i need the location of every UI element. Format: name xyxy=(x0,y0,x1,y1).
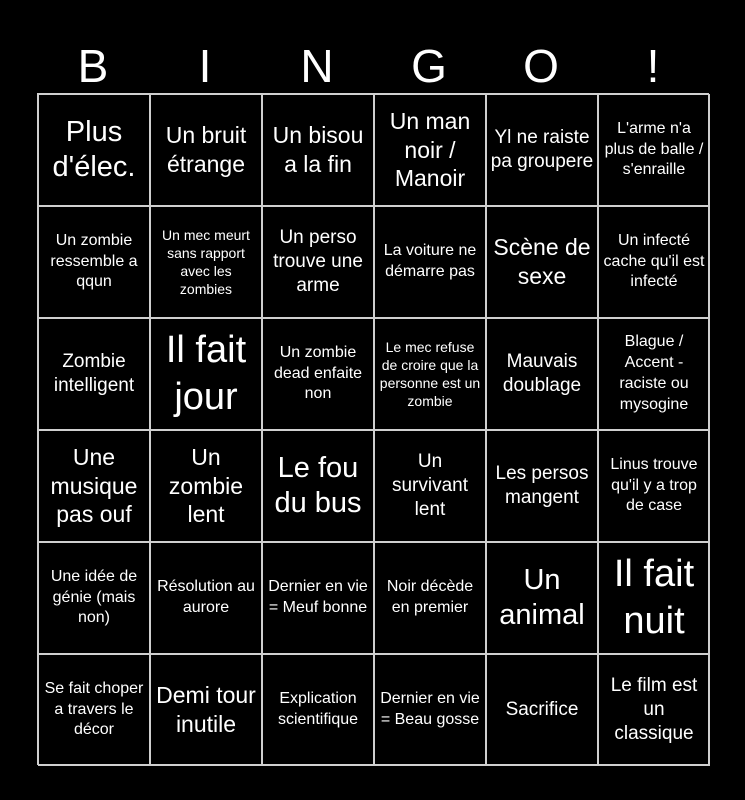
bingo-cell-r2c5[interactable] xyxy=(486,206,598,318)
bingo-cell-text: Le film est un classique xyxy=(610,675,698,744)
bingo-cell-text: La voiture ne démarre pas xyxy=(383,242,477,280)
bingo-cell-text: L'arme n'a plus de balle / s'enraille xyxy=(604,119,704,179)
bingo-cell-r1c3[interactable] xyxy=(262,94,374,206)
bingo-cell-r1c4[interactable] xyxy=(374,94,486,206)
bingo-cell-text: Il fait jour xyxy=(165,328,247,418)
bingo-cell-r6c4[interactable] xyxy=(374,654,486,766)
bingo-cell-r4c4[interactable] xyxy=(374,430,486,542)
bingo-cell-r6c1[interactable] xyxy=(38,654,150,766)
bingo-cell-r2c1[interactable] xyxy=(38,206,150,318)
bingo-cell-r3c6[interactable] xyxy=(598,318,710,430)
bingo-header xyxy=(37,38,709,94)
bingo-cell-r3c5[interactable] xyxy=(486,318,598,430)
bingo-cell-r4c3[interactable] xyxy=(262,430,374,542)
bingo-cell-text: Résolution au aurore xyxy=(157,578,255,616)
bingo-cell-r6c3[interactable] xyxy=(262,654,374,766)
bingo-cell-text: Un mec meurt sans rapport avec les zombies xyxy=(162,226,250,298)
bingo-cell-text: Un zombie ressemble a qqun xyxy=(50,231,138,291)
bingo-cell-r6c6[interactable] xyxy=(598,654,710,766)
bingo-cell-r3c4[interactable] xyxy=(374,318,486,430)
bingo-cell-text: Un perso trouve une arme xyxy=(273,227,363,296)
header-letter-o: O xyxy=(523,40,559,92)
header-letter-g: G xyxy=(411,40,447,92)
bingo-cell-text: Sacrifice xyxy=(505,699,579,721)
bingo-cell-text: Demi tour inutile xyxy=(156,682,256,737)
bingo-cell-r4c1[interactable] xyxy=(38,430,150,542)
bingo-cell-r2c2[interactable] xyxy=(150,206,262,318)
bingo-cell-text: Yl ne raiste pa groupere xyxy=(490,127,594,172)
bingo-cell-r4c2[interactable] xyxy=(150,430,262,542)
bingo-cell-text: Le fou du bus xyxy=(274,452,362,519)
header-letter-i: I xyxy=(198,40,212,92)
bingo-cell-text: Blague / Accent - raciste ou mysogine xyxy=(619,333,689,413)
bingo-cell-r2c3[interactable] xyxy=(262,206,374,318)
bingo-cell-text: Noir décède en premier xyxy=(386,578,474,616)
bingo-cell-text: Explication scientifique xyxy=(277,690,359,728)
bingo-cell-r5c4[interactable] xyxy=(374,542,486,654)
bingo-cell-r1c6[interactable] xyxy=(598,94,710,206)
header-letter-b: B xyxy=(77,40,109,92)
bingo-cell-text: Un bisou a la fin xyxy=(272,122,364,177)
bingo-cell-r5c5[interactable] xyxy=(486,542,598,654)
bingo-cell-r2c4[interactable] xyxy=(374,206,486,318)
bingo-cell-text: Une idée de génie (mais non) xyxy=(50,567,138,627)
bingo-cell-text: Les persos mangent xyxy=(495,463,589,508)
bingo-cell-text: Zombie intelligent xyxy=(53,351,135,396)
bingo-cell-r6c5[interactable] xyxy=(486,654,598,766)
bingo-cell-r5c2[interactable] xyxy=(150,542,262,654)
bingo-cell-r3c1[interactable] xyxy=(38,318,150,430)
bingo-cell-text: Il fait nuit xyxy=(613,552,695,642)
header-letter-exclamation: ! xyxy=(646,40,660,92)
bingo-cell-r1c1[interactable] xyxy=(38,94,150,206)
bingo-cell-text: Un zombie lent xyxy=(168,443,244,528)
bingo-cell-text: Un survivant lent xyxy=(391,451,469,520)
bingo-cell-text: Un bruit étrange xyxy=(165,122,247,177)
bingo-cell-text: Le mec refuse de croire que la personne est un zombie xyxy=(379,338,481,410)
bingo-cell-r3c2[interactable] xyxy=(150,318,262,430)
bingo-cell-text: Linus trouve qu'il y a trop de case xyxy=(610,455,698,515)
bingo-cell-text: Une musique pas ouf xyxy=(50,443,138,528)
bingo-cell-r1c2[interactable] xyxy=(150,94,262,206)
bingo-cell-r5c6[interactable] xyxy=(598,542,710,654)
bingo-cell-r3c3[interactable] xyxy=(262,318,374,430)
bingo-cell-r5c3[interactable] xyxy=(262,542,374,654)
header-letter-n: N xyxy=(300,40,334,92)
bingo-cell-text: Dernier en vie = Meuf bonne xyxy=(268,578,368,616)
bingo-cell-r4c5[interactable] xyxy=(486,430,598,542)
bingo-cell-text: Scène de sexe xyxy=(493,234,591,289)
bingo-cell-r1c5[interactable] xyxy=(486,94,598,206)
bingo-cell-text: Mauvais doublage xyxy=(502,351,582,396)
bingo-cell-text: Dernier en vie = Beau gosse xyxy=(380,690,480,728)
bingo-cell-text: Un zombie dead enfaite non xyxy=(273,343,363,403)
bingo-cell-r4c6[interactable] xyxy=(598,430,710,542)
bingo-cell-text: Un infecté cache qu'il est infecté xyxy=(603,231,705,291)
bingo-cell-text: Un animal xyxy=(499,564,585,631)
bingo-cell-text: Plus d'élec. xyxy=(52,116,136,183)
bingo-cell-r5c1[interactable] xyxy=(38,542,150,654)
bingo-cell-text: Un man noir / Manoir xyxy=(389,107,471,192)
bingo-cell-r2c6[interactable] xyxy=(598,206,710,318)
bingo-grid xyxy=(37,93,709,765)
bingo-cell-r6c2[interactable] xyxy=(150,654,262,766)
bingo-cell-text: Se fait choper a travers le décor xyxy=(44,679,144,739)
